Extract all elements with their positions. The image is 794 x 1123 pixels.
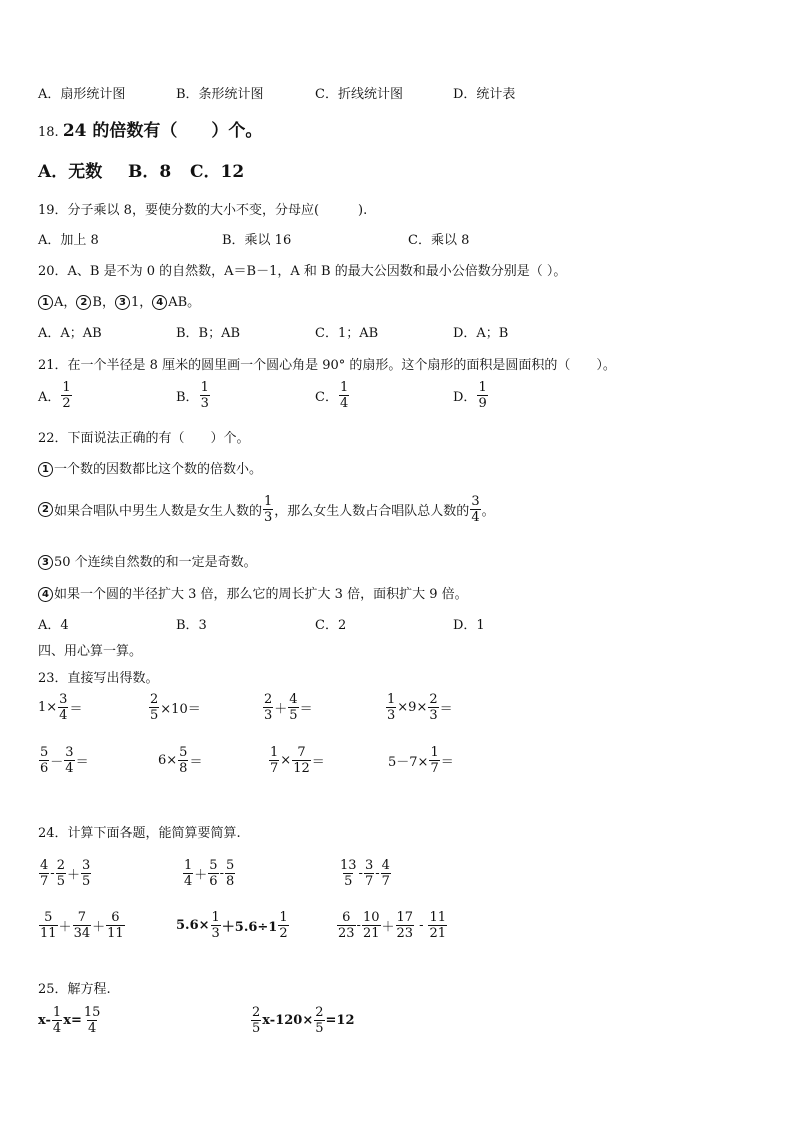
- q22-statement-4-text: 如果一个圆的半径扩大 3 倍，那么它的周长扩大 3 倍，面积扩大 9 倍。: [54, 587, 468, 602]
- expr-operator: -: [356, 918, 361, 933]
- circled-number-4: 4: [152, 295, 167, 310]
- expr-text: 5－7×: [388, 755, 429, 770]
- fraction: [106, 910, 125, 941]
- numerator: 1: [264, 494, 273, 509]
- q23-expr-3: [262, 692, 313, 723]
- expr-text: 5.6×: [176, 918, 210, 933]
- numerator: 5: [179, 745, 188, 760]
- numerator: 6: [342, 910, 351, 925]
- expr-text: ＝: [69, 702, 83, 717]
- denominator: 21: [362, 926, 380, 941]
- q18-text: 24 的倍数有（ ）个。: [62, 121, 263, 141]
- denominator: 7: [270, 761, 279, 776]
- denominator: 4: [339, 396, 349, 411]
- fraction: [339, 380, 349, 411]
- circled-number-2: 2: [38, 502, 53, 517]
- q24-expr-1: [38, 858, 92, 889]
- fraction: [56, 858, 66, 889]
- q22-option-c: C．2: [315, 618, 347, 633]
- numerator: 1: [430, 745, 439, 760]
- q20-item-3: 1，: [130, 295, 153, 310]
- denominator: 9: [478, 396, 487, 411]
- q21-option-d-label: D．: [453, 390, 477, 405]
- fraction: [58, 692, 68, 723]
- fraction: [263, 494, 273, 525]
- expr-operator: ＋: [274, 702, 288, 717]
- q21-option-b-label: B．: [176, 390, 199, 405]
- q20-item-4: AB。: [168, 295, 201, 310]
- expr-text: =12: [325, 1013, 355, 1028]
- denominator: 5: [315, 1021, 324, 1036]
- numerator: 2: [252, 1005, 261, 1020]
- expr-text: x-: [38, 1013, 51, 1028]
- denominator: 8: [225, 874, 235, 889]
- question-18: [38, 116, 262, 141]
- numerator: 5: [44, 910, 53, 925]
- fraction: [364, 858, 374, 889]
- denominator: 5: [252, 1021, 261, 1036]
- denominator: 23: [338, 926, 355, 941]
- q17-option-a: A．扇形统计图: [38, 87, 126, 102]
- numerator: 4: [289, 692, 298, 707]
- denominator: 4: [65, 761, 74, 776]
- fraction: [292, 745, 311, 776]
- fraction: [208, 858, 218, 889]
- expr-operator: ×9×: [397, 700, 428, 715]
- expr-text: ＝: [189, 755, 203, 770]
- q22-option-a: A．4: [38, 618, 69, 633]
- circled-number-2: 2: [76, 295, 91, 310]
- fraction: [386, 692, 396, 723]
- expr-operator: ＋: [381, 920, 395, 935]
- q24-text: 24．计算下面各题，能简算要简算.: [38, 826, 241, 841]
- numerator: 3: [81, 858, 91, 873]
- denominator: 5: [344, 874, 353, 889]
- numerator: 3: [364, 858, 374, 873]
- denominator: 34: [73, 926, 91, 941]
- numerator: 1: [200, 380, 209, 395]
- denominator: 4: [184, 874, 193, 889]
- q23-expr-4: [385, 692, 453, 723]
- q21-option-c: [315, 380, 350, 411]
- denominator: 7: [381, 874, 390, 889]
- denominator: 3: [200, 396, 209, 411]
- numerator: 1: [62, 380, 71, 395]
- fraction: [278, 910, 288, 941]
- denominator: 21: [429, 926, 447, 941]
- fraction: [288, 692, 298, 723]
- q23-expr-7: [268, 745, 325, 776]
- denominator: 6: [209, 874, 218, 889]
- q21-option-c-label: C．: [315, 390, 338, 405]
- q20-option-b: B．B；AB: [176, 326, 241, 341]
- q22-statement-2-mid: ，那么女生人数占合唱队总人数的: [274, 504, 470, 519]
- fraction: [314, 1005, 324, 1036]
- circled-number-4: 4: [38, 587, 53, 602]
- denominator: 2: [62, 396, 71, 411]
- q22-statement-2: [38, 494, 495, 525]
- q18-option-b: B．8: [128, 162, 172, 182]
- denominator: 5: [289, 708, 298, 723]
- q24-expr-6: [336, 910, 448, 941]
- expr-operator: ＋: [66, 868, 80, 883]
- denominator: 3: [264, 510, 273, 525]
- q18-option-c: C．12: [190, 162, 245, 182]
- q20-item-2: B，: [92, 295, 115, 310]
- fraction: [470, 494, 480, 525]
- fraction: [396, 910, 415, 941]
- fraction: [428, 910, 447, 941]
- expr-text: ＝: [75, 755, 89, 770]
- q22-statement-3: [38, 551, 257, 570]
- numerator: 2: [315, 1005, 324, 1020]
- numerator: 3: [471, 494, 480, 509]
- fraction: [263, 692, 273, 723]
- q21-text: 21．在一个半径是 8 厘米的圆里画一个圆心角是 90° 的扇形。这个扇形的面积是圆面积的（ ）。: [38, 358, 616, 373]
- fraction: [339, 858, 358, 889]
- section-heading: 四、用心算一算。: [38, 644, 143, 659]
- denominator: 23: [396, 926, 414, 941]
- q18-number: 18.: [38, 125, 59, 140]
- q23-expr-5: [38, 745, 89, 776]
- q20-item-1: A，: [54, 295, 77, 310]
- denominator: 3: [264, 708, 273, 723]
- q22-statement-2-post: 。: [481, 504, 495, 519]
- numerator: 1: [52, 1005, 62, 1020]
- expr-text: ＝: [439, 702, 453, 717]
- expr-operator: -: [419, 918, 424, 933]
- fraction: [64, 745, 74, 776]
- q21-option-a: [38, 380, 73, 411]
- denominator: 4: [52, 1021, 62, 1036]
- fraction: [477, 380, 487, 411]
- q24-expr-4: [38, 910, 126, 941]
- circled-number-3: 3: [115, 295, 130, 310]
- fraction: [178, 745, 188, 776]
- numerator: 17: [396, 910, 414, 925]
- numerator: 11: [429, 910, 447, 925]
- numerator: 4: [381, 858, 390, 873]
- q19-text: 19．分子乘以 8，要使分数的大小不变，分母应( ).: [38, 203, 368, 218]
- circled-number-1: 1: [38, 295, 53, 310]
- fraction: [83, 1005, 102, 1036]
- q21-option-a-label: A．: [38, 390, 61, 405]
- q20-text: 20．A、B 是不为 0 的自然数，A＝B－1，A 和 B 的最大公因数和最小公倍数分别是（ ）。: [38, 264, 567, 279]
- q20-option-a: A．A；AB: [38, 326, 102, 341]
- q20-option-c: C．1；AB: [315, 326, 379, 341]
- fraction: [39, 910, 58, 941]
- q25-equation-1: [38, 1005, 102, 1036]
- fraction: [337, 910, 356, 941]
- q23-expr-6: [158, 745, 202, 776]
- numerator: 13: [340, 858, 357, 873]
- numerator: 1: [270, 745, 279, 760]
- numerator: 5: [225, 858, 235, 873]
- expr-text: ＝: [440, 755, 454, 770]
- q22-option-d: D．1: [453, 618, 485, 633]
- expr-text: ＝: [311, 755, 325, 770]
- expr-operator: ×: [280, 753, 292, 768]
- circled-number-3: 3: [38, 555, 53, 570]
- q22-statement-1: [38, 458, 262, 477]
- q20-items: [38, 291, 200, 310]
- denominator: 11: [107, 926, 124, 941]
- denominator: 5: [81, 874, 91, 889]
- denominator: 7: [364, 874, 374, 889]
- denominator: 5: [56, 874, 65, 889]
- denominator: 2: [279, 926, 288, 941]
- numerator: 15: [83, 1005, 101, 1020]
- q22-statement-1-text: 一个数的因数都比这个数的倍数小。: [54, 462, 263, 477]
- expr-text: x-120×: [262, 1013, 314, 1028]
- numerator: 3: [65, 745, 74, 760]
- q23-expr-1: [38, 692, 82, 723]
- numerator: 1: [279, 910, 288, 925]
- expr-text: ×10＝: [160, 702, 201, 717]
- q21-option-b: [176, 380, 211, 411]
- fraction: [39, 745, 49, 776]
- fraction: [81, 858, 91, 889]
- fraction: [362, 910, 381, 941]
- q24-expr-3: [338, 858, 392, 889]
- numerator: 2: [56, 858, 65, 873]
- fraction: [52, 1005, 62, 1036]
- numerator: 10: [362, 910, 380, 925]
- expr-text: 6×: [158, 753, 178, 768]
- q22-statement-3-text: 50 个连续自然数的和一定是奇数。: [54, 555, 257, 570]
- denominator: 4: [87, 1021, 97, 1036]
- q24-expr-5: [176, 910, 290, 941]
- numerator: 5: [209, 858, 218, 873]
- numerator: 2: [264, 692, 273, 707]
- q19-option-a: A．加上 8: [38, 233, 99, 248]
- numerator: 1: [387, 692, 396, 707]
- q19-option-b: B．乘以 16: [222, 233, 292, 248]
- q17-option-b: B．条形统计图: [176, 87, 264, 102]
- numerator: 1: [211, 910, 220, 925]
- numerator: 5: [40, 745, 49, 760]
- denominator: 7: [430, 761, 439, 776]
- numerator: 1: [339, 380, 349, 395]
- expr-operator: -: [219, 866, 224, 881]
- fraction: [211, 910, 221, 941]
- fraction: [183, 858, 193, 889]
- q24-expr-2: [182, 858, 236, 889]
- expr-text: 1×: [38, 700, 58, 715]
- denominator: 3: [429, 708, 438, 723]
- numerator: 1: [478, 380, 487, 395]
- q19-option-c: C．乘以 8: [408, 233, 470, 248]
- expr-operator: ＋: [92, 920, 106, 935]
- expr-text: x=: [63, 1013, 82, 1028]
- expr-text: ＝: [299, 702, 313, 717]
- numerator: 6: [111, 910, 120, 925]
- fraction: [39, 858, 49, 889]
- q21-option-d: [453, 380, 489, 411]
- numerator: 7: [77, 910, 86, 925]
- expr-operator: ＋: [58, 920, 72, 935]
- q17-option-d: D．统计表: [453, 87, 516, 102]
- numerator: 2: [150, 692, 159, 707]
- numerator: 3: [59, 692, 68, 707]
- q22-option-b: B．3: [176, 618, 207, 633]
- q18-option-a: A．无数: [38, 162, 103, 182]
- denominator: 11: [40, 926, 57, 941]
- expr-operator: ＋: [194, 868, 208, 883]
- denominator: 6: [40, 761, 49, 776]
- expr-operator: -: [50, 866, 55, 881]
- denominator: 5: [150, 708, 159, 723]
- fraction: [381, 858, 391, 889]
- fraction: [149, 692, 159, 723]
- numerator: 2: [429, 692, 438, 707]
- q22-statement-4: [38, 583, 468, 602]
- q20-option-d: D．A；B: [453, 326, 509, 341]
- q25-text: 25．解方程.: [38, 982, 111, 997]
- fraction: [200, 380, 210, 411]
- fraction: [73, 910, 92, 941]
- q22-text: 22．下面说法正确的有（ ）个。: [38, 431, 250, 446]
- denominator: 4: [59, 708, 68, 723]
- expr-operator: -: [375, 866, 380, 881]
- expr-operator: -: [358, 866, 363, 881]
- denominator: 4: [471, 510, 480, 525]
- denominator: 12: [293, 761, 310, 776]
- fraction: [269, 745, 279, 776]
- expr-operator: －: [50, 755, 64, 770]
- q25-equation-2: [250, 1005, 355, 1036]
- fraction: [428, 692, 438, 723]
- q23-text: 23．直接写出得数。: [38, 671, 159, 686]
- fraction: [225, 858, 235, 889]
- expr-text: ＋5.6÷1: [221, 920, 278, 935]
- fraction: [61, 380, 71, 411]
- q23-expr-8: [388, 745, 454, 776]
- fraction: [429, 745, 439, 776]
- denominator: 7: [40, 874, 49, 889]
- numerator: 4: [40, 858, 49, 873]
- circled-number-1: 1: [38, 462, 53, 477]
- q22-statement-2-pre: 如果合唱队中男生人数是女生人数的: [54, 504, 263, 519]
- denominator: 8: [179, 761, 188, 776]
- fraction: [251, 1005, 261, 1036]
- denominator: 3: [211, 926, 220, 941]
- q23-expr-2: [148, 692, 201, 723]
- numerator: 1: [184, 858, 193, 873]
- q17-option-c: C．折线统计图: [315, 87, 403, 102]
- numerator: 7: [297, 745, 306, 760]
- denominator: 3: [387, 708, 396, 723]
